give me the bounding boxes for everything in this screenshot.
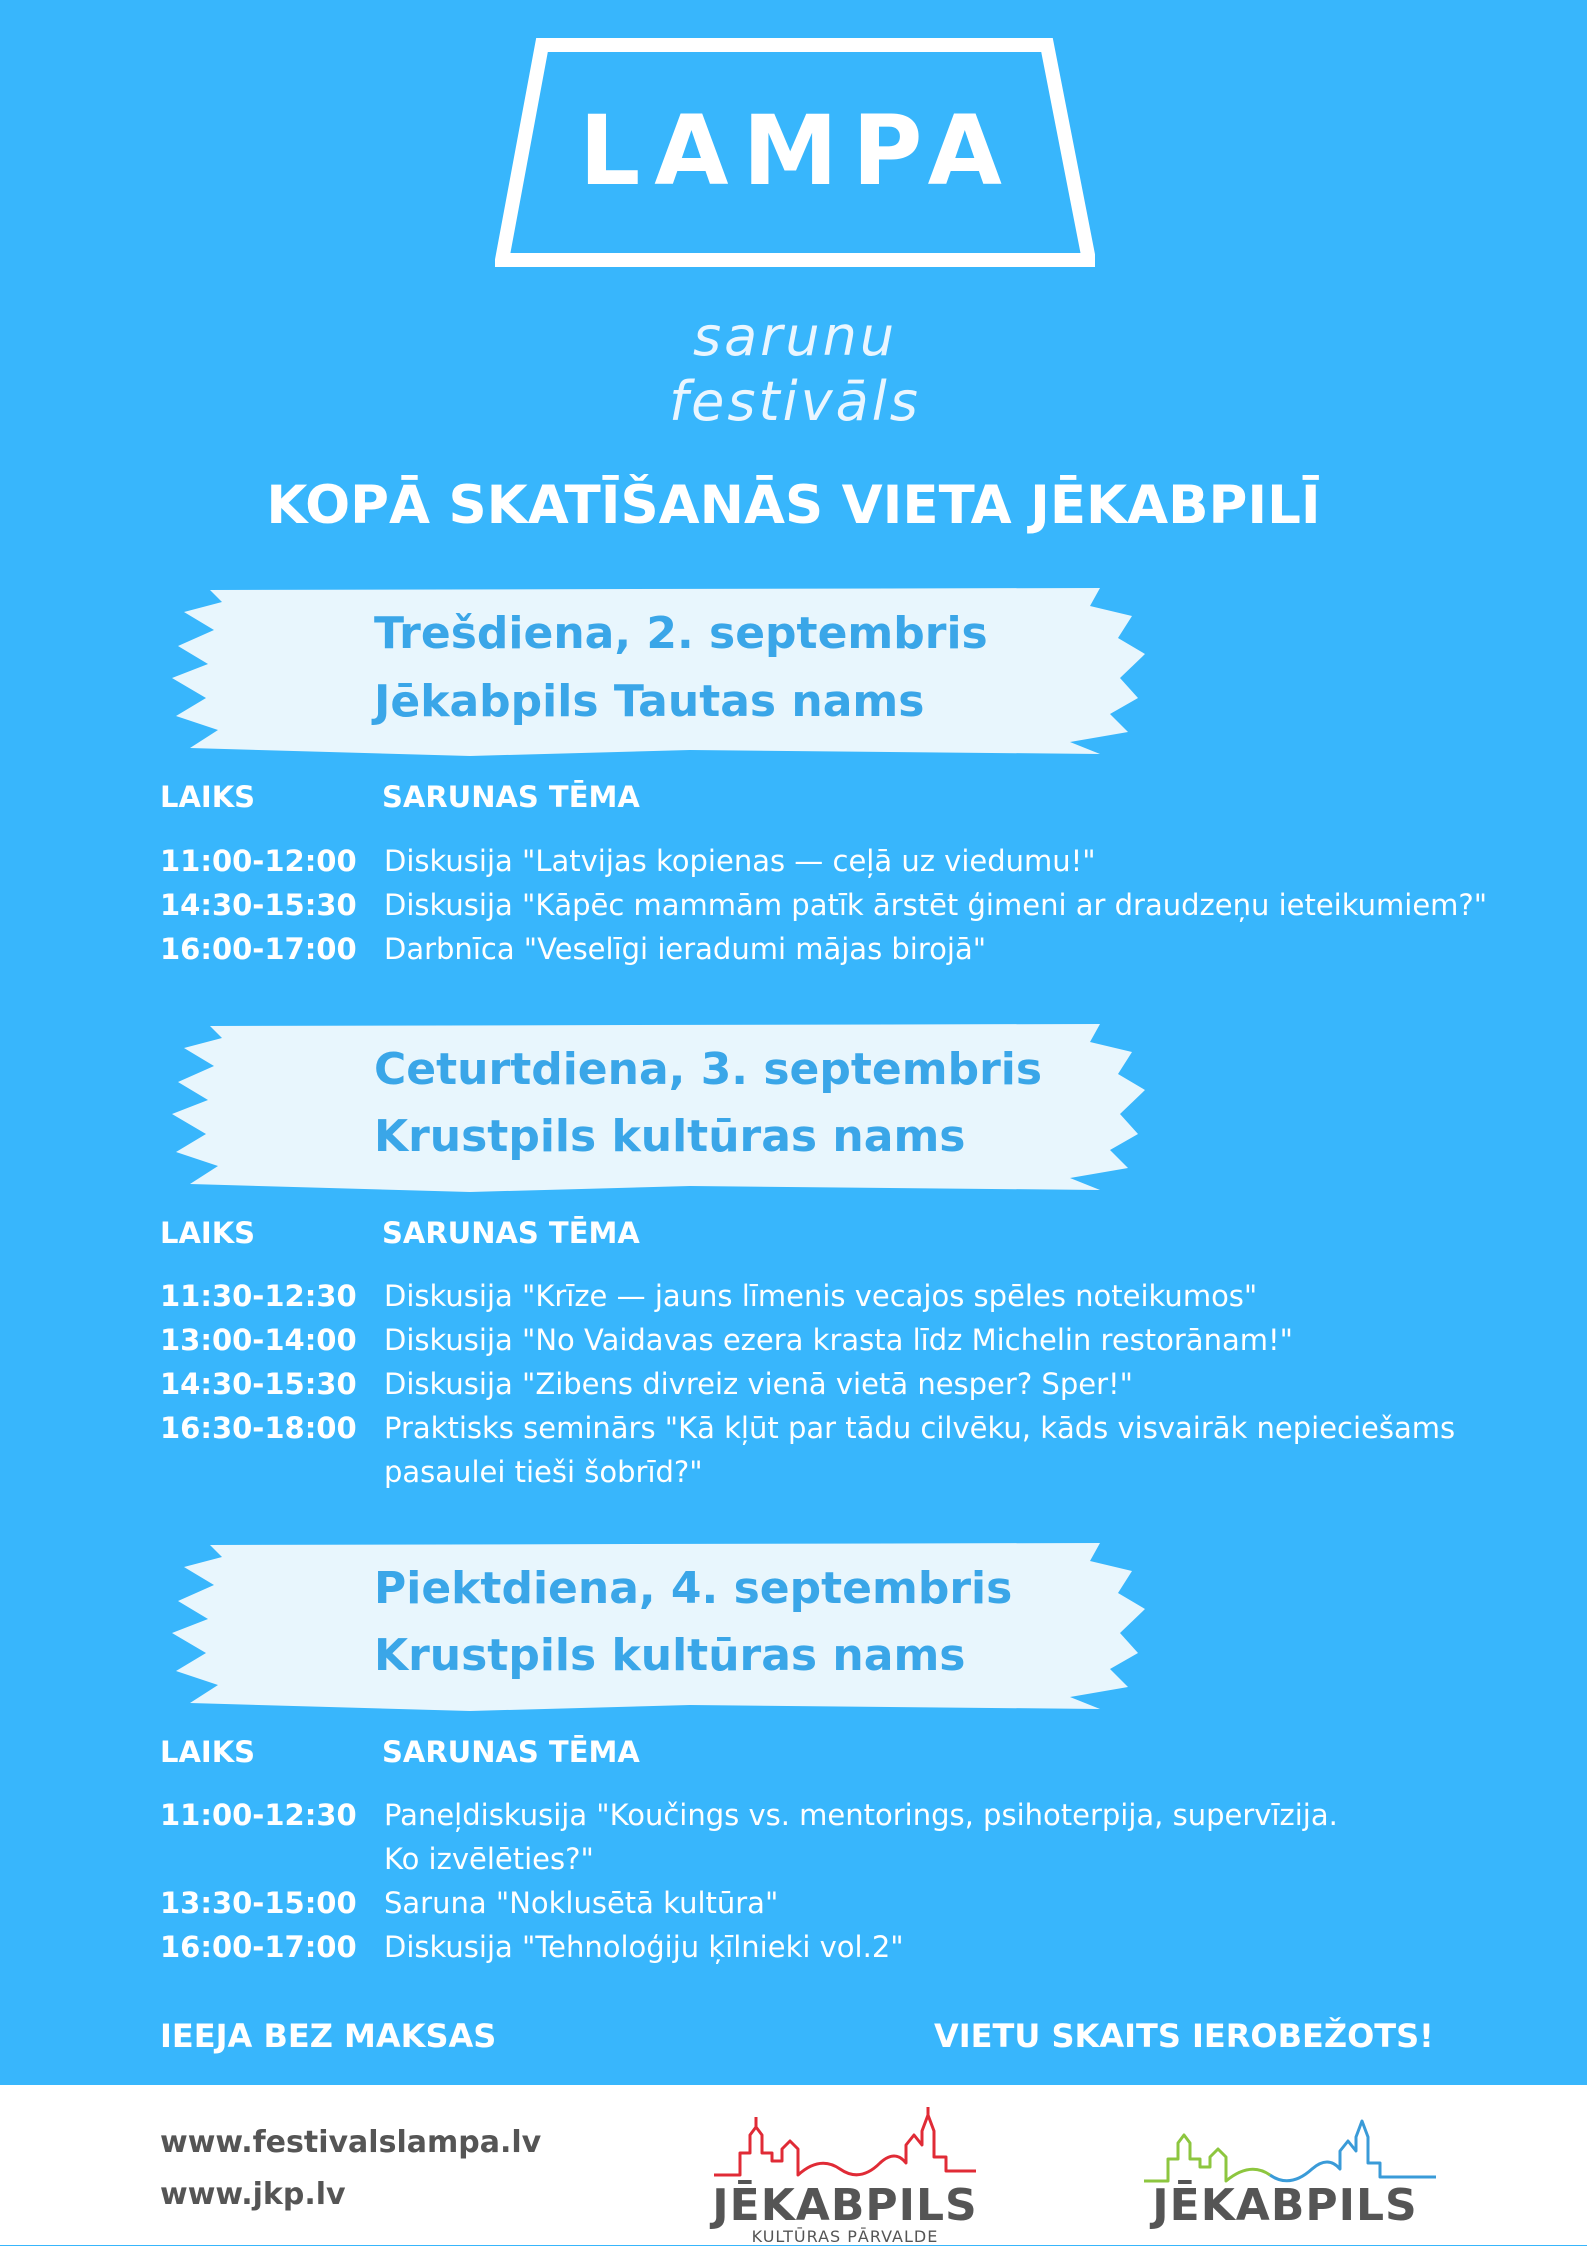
- session-time: 14:30-15:30: [160, 888, 357, 922]
- day-1-venue: Jēkabpils Tautas nams: [374, 676, 925, 727]
- session-topic: Diskusija "Latvijas kopienas — ceļā uz viedumu!": [384, 844, 1096, 878]
- session-time: 13:30-15:00: [160, 1886, 357, 1920]
- free-entry-note: IEEJA BEZ MAKSAS: [160, 2017, 497, 2055]
- jekabpils-skyline-red-icon: [710, 2105, 980, 2185]
- session-topic: Paneļdiskusija "Koučings vs. mentorings, psihoterpija, supervīzija.: [384, 1798, 1338, 1832]
- page-title: KOPĀ SKATĪŠANĀS VIETA JĒKABPILĪ: [266, 475, 1321, 536]
- session-time: 16:30-18:00: [160, 1411, 357, 1445]
- session-topic: Praktisks seminārs "Kā kļūt par tādu cilvēku, kāds visvairāk nepieciešams: [384, 1411, 1456, 1445]
- day-3-venue: Krustpils kultūras nams: [374, 1630, 966, 1681]
- logo-tagline-2: festivāls: [669, 370, 921, 433]
- jekabpils-culture-logo-name: JĒKABPILS: [712, 2180, 978, 2231]
- festival-logo: [0, 0, 1587, 450]
- jekabpils-city-logo-name: JĒKABPILS: [1152, 2180, 1418, 2231]
- session-topic: pasaulei tieši šobrīd?": [384, 1455, 703, 1489]
- day-1-date: Trešdiena, 2. septembris: [374, 608, 988, 659]
- session-topic: Darbnīca "Veselīgi ieradumi mājas birojā": [384, 932, 987, 966]
- session-topic: Ko izvēlēties?": [384, 1842, 594, 1876]
- limited-seats-note: VIETU SKAITS IEROBEŽOTS!: [934, 2017, 1434, 2055]
- day-2-venue: Krustpils kultūras nams: [374, 1111, 966, 1162]
- day-2-header-time: LAIKS: [160, 1216, 256, 1250]
- day-1-header-topic: SARUNAS TĒMA: [382, 780, 640, 814]
- logo-tagline-1: sarunu: [692, 305, 898, 368]
- day-3-header-topic: SARUNAS TĒMA: [382, 1735, 640, 1769]
- session-topic: Diskusija "Zibens divreiz vienā vietā nesper? Sper!": [384, 1367, 1133, 1401]
- day-1-header-time: LAIKS: [160, 780, 256, 814]
- session-time: 11:00-12:00: [160, 844, 357, 878]
- session-time: 16:00-17:00: [160, 932, 357, 966]
- session-time: 13:00-14:00: [160, 1323, 357, 1357]
- session-topic: Diskusija "Krīze — jauns līmenis vecajos spēles noteikumos": [384, 1279, 1258, 1313]
- festival-website-link[interactable]: www.festivalslampa.lv: [160, 2125, 542, 2160]
- logo-name: LAMPA: [579, 95, 1016, 207]
- day-3-date: Piektdiena, 4. septembris: [374, 1563, 1013, 1614]
- session-time: 14:30-15:30: [160, 1367, 357, 1401]
- session-topic: Saruna "Noklusētā kultūra": [384, 1886, 779, 1920]
- day-2-header-topic: SARUNAS TĒMA: [382, 1216, 640, 1250]
- session-time: 11:00-12:30: [160, 1798, 357, 1832]
- session-time: 11:30-12:30: [160, 1279, 357, 1313]
- session-topic: Diskusija "No Vaidavas ezera krasta līdz Michelin restorānam!": [384, 1323, 1293, 1357]
- footer: [0, 2085, 1587, 2245]
- session-topic: Diskusija "Kāpēc mammām patīk ārstēt ģimeni ar draudzeņu ieteikumiem?": [384, 888, 1488, 922]
- session-topic: Diskusija "Tehnoloģiju ķīlnieki vol.2": [384, 1930, 904, 1964]
- day-3-header-time: LAIKS: [160, 1735, 256, 1769]
- jkp-website-link[interactable]: www.jkp.lv: [160, 2177, 346, 2212]
- day-2-date: Ceturtdiena, 3. septembris: [374, 1044, 1043, 1095]
- jekabpils-culture-logo-subtitle: KULTŪRAS PĀRVALDE: [751, 2227, 939, 2246]
- session-time: 16:00-17:00: [160, 1930, 357, 1964]
